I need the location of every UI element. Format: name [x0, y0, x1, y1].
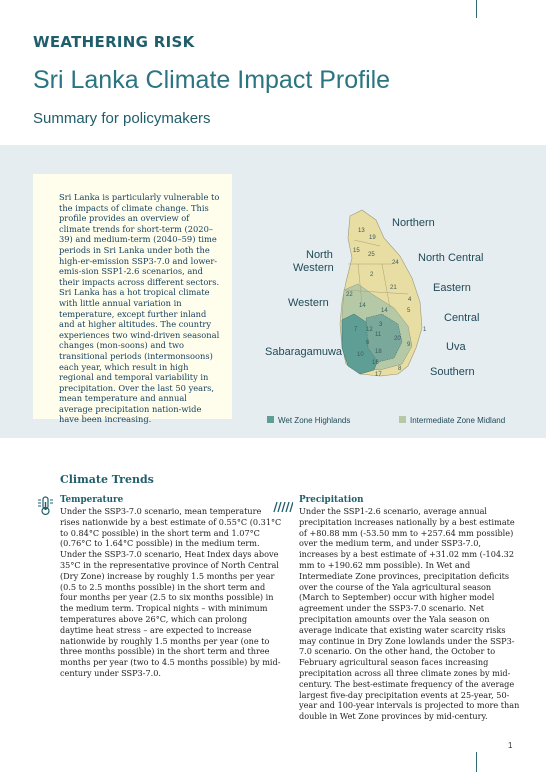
- intro-box: [33, 174, 232, 425]
- district-21: 21: [390, 285, 397, 291]
- legend-swatch-intermediate: [399, 416, 406, 423]
- label-western: Western: [288, 297, 329, 309]
- district-11: 11: [375, 332, 382, 338]
- district-10: 10: [357, 352, 364, 358]
- label-north-western: [293, 249, 336, 274]
- label-uva: Uva: [446, 341, 466, 353]
- temperature-column: [60, 495, 282, 679]
- intro-text: Sri Lanka is particularly vulnerable to the impacts of climate change. This profile provides an overview of climate trends for short-term (2020–39) and medium-term (2040–59) time periods in Sri Lanka under both the high-er-emission SSP3-7.0 and lower-emis-sion SSP1-2.6 scenarios, and their impacts across different sectors. Sri Lanka has a hot tropical climate with little annual variation in temperature, except further inland and at higher altitudes. The country experiences two wind-driven seasonal changes (mon-soons) and two transitional periods (intermonsoons) each year, which result in high regional and temporal variability in precipitation. Over the last 50 years, mean temperature and annual average precipitation nation-wide have been increasing.: [59, 192, 220, 425]
- precipitation-heading: Precipitation: [299, 495, 364, 505]
- district-2: 2: [370, 272, 374, 278]
- district-5: 5: [407, 308, 411, 314]
- district-13: 13: [358, 228, 365, 234]
- precipitation-column: [299, 495, 521, 722]
- district-15: 15: [353, 248, 360, 254]
- brand-logo: WEATHERING RISK: [33, 33, 195, 51]
- district-16: 16: [372, 360, 379, 366]
- page-subtitle: Summary for policymakers: [33, 110, 211, 127]
- district-6: 6: [366, 340, 370, 346]
- sri-lanka-map: [262, 198, 522, 430]
- label-central: Central: [444, 312, 480, 324]
- section-title: Climate Trends: [60, 473, 154, 486]
- label-northern: Northern: [392, 217, 435, 229]
- page-number: 1: [508, 741, 513, 750]
- district-20: 20: [394, 336, 401, 342]
- district-18: 18: [375, 349, 382, 355]
- thermometer-icon: [37, 496, 55, 516]
- district-22: 22: [346, 292, 353, 298]
- district-12: 12: [366, 327, 373, 333]
- top-rule: [476, 0, 477, 18]
- label-north-central: North Central: [418, 252, 484, 264]
- label-eastern: Eastern: [433, 282, 471, 294]
- label-north-western-line1: North: [306, 249, 333, 261]
- temperature-text: Under the SSP3-7.0 scenario, mean temperature rises nationwide by a best estimate of 0.55°C (0.31°C to 0.84°C possible) in the short term and 1.07°C (0.76°C to 1.64°C possible) in the medium term. Under the SSP3-7.0 scenario, Heat Index days above 35°C in the representative province of North Central (Dry Zone) increase by roughly 1.5 months per year (0.5 to 2.5 months possible) in the short term and four months per year (2.5 to six months possible) in the medium term. Tropical nights – with minimum temperatures above 26°C, which can prolong daytime heat stress – are expected to increase nationwide by roughly 1.5 months per year (one to three months possible) in the short term and three months per year (two to 4.5 months possible) by mid-century under SSP3-7.0.: [60, 506, 282, 678]
- district-3: 3: [379, 322, 383, 328]
- district-8: 8: [398, 366, 402, 372]
- legend-intermediate-zone: Intermediate Zone Midland: [410, 416, 506, 425]
- rain-icon: [273, 500, 293, 514]
- temperature-heading: Temperature: [60, 495, 124, 505]
- district-9: 9: [407, 342, 411, 348]
- district-7: 7: [354, 327, 358, 333]
- district-1: 1: [423, 327, 427, 333]
- label-north-western-line2: Western: [293, 262, 334, 274]
- district-14a: 14: [359, 303, 366, 309]
- district-24: 24: [392, 260, 399, 266]
- label-sabaragamuwa: Sabaragamuwa: [265, 346, 343, 358]
- bottom-rule: [476, 752, 477, 772]
- precipitation-text: Under the SSP1-2.6 scenario, average annual precipitation increases nationally by a best estimate of +80.88 mm (-53.50 mm to +257.64 mm possible) over the medium term, and under SSP3-7.0, increases by a best estimate of +31.02 mm (-104.32 mm to +190.62 mm possible). In Wet and Intermediate Zone provinces, precipitation deficits over the course of the Yala agricultural season (March to September) occur with higher model agreement under the SSP3-7.0 scenario. Net precipitation amounts over the Yala season on average indicate that existing water scarcity risks may continue in Dry Zone lowlands under the SSP3-7.0 scenario. On the other hand, the October to February agricultural season faces increasing precipitation across all three climate zones by mid-century. The best-estimate frequency of the average largest five-day precipitation events at 25-year, 50-year and 100-year intervals is projected to more than double in Wet Zone provinces by mid-century.: [299, 506, 520, 722]
- legend-wet-zone: Wet Zone Highlands: [278, 416, 351, 425]
- label-southern: Southern: [430, 366, 475, 378]
- district-14b: 14: [381, 308, 388, 314]
- page-title: Sri Lanka Climate Impact Profile: [33, 66, 391, 94]
- legend-swatch-wet: [267, 416, 274, 423]
- district-17: 17: [375, 372, 382, 378]
- district-19: 19: [369, 235, 376, 241]
- district-25: 25: [368, 252, 375, 258]
- district-4: 4: [408, 297, 412, 303]
